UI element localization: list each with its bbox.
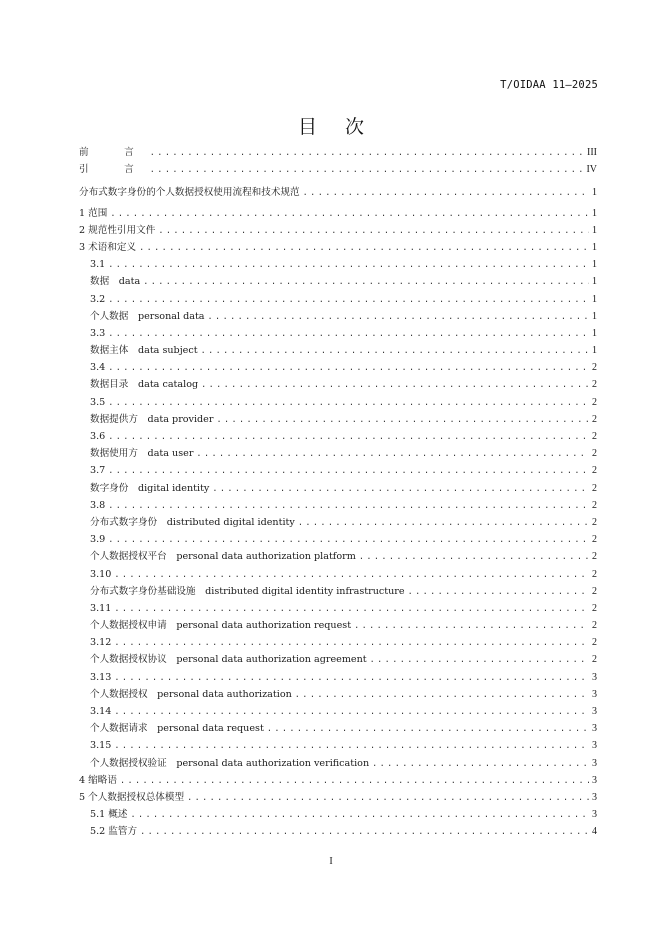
toc-label: 前 言 — [79, 147, 147, 158]
toc-label: 数据使用方 data user — [90, 448, 194, 460]
toc-label: 2 规范性引用文件 — [79, 224, 156, 236]
toc-entry-3-15[interactable] — [79, 737, 597, 754]
toc-entry-3-11[interactable] — [79, 600, 597, 617]
toc-entry-data-provider[interactable] — [79, 411, 597, 428]
dot-leader — [216, 412, 589, 428]
dot-leader — [114, 567, 589, 583]
dot-leader — [108, 360, 589, 376]
toc-page: 2 — [592, 482, 597, 494]
toc-label: 数据主体 data subject — [90, 345, 198, 357]
toc-page: 1 — [592, 345, 597, 357]
toc-entry-terms-definitions[interactable] — [79, 239, 597, 256]
toc-page: IV — [586, 164, 597, 176]
toc-label: 分布式数字身份 distributed digital identity — [90, 516, 295, 528]
toc-page: 2 — [592, 585, 597, 597]
dot-leader — [114, 738, 589, 754]
toc-page: 2 — [592, 465, 597, 477]
toc-entry-3-13[interactable] — [79, 669, 597, 686]
toc-label: 个人数据授权验证 personal data authorization verification — [90, 757, 370, 769]
toc-entry-authorization-request[interactable] — [79, 617, 597, 634]
toc-entry-data-user[interactable] — [79, 445, 597, 462]
toc-label: 数据提供方 data provider — [90, 413, 214, 425]
document-code: T/OIDAA 11—2025 — [500, 79, 598, 91]
dot-leader — [298, 515, 589, 531]
page-number: I — [329, 856, 333, 867]
toc-label: 数据目录 data catalog — [90, 379, 199, 391]
dot-leader — [108, 429, 589, 445]
toc-page: 2 — [592, 396, 597, 408]
toc-page: 2 — [592, 516, 597, 528]
toc-page: 2 — [592, 499, 597, 511]
toc-page: 1 — [592, 207, 597, 219]
dot-leader — [201, 343, 589, 359]
toc-entry-data-subject[interactable] — [79, 342, 597, 359]
toc-page: 1 — [592, 327, 597, 339]
toc-label: 3.13 — [90, 671, 112, 683]
dot-leader — [114, 670, 589, 686]
toc-page: 2 — [592, 620, 597, 632]
toc-page: 2 — [592, 413, 597, 425]
dot-leader — [295, 687, 589, 703]
toc-entry-authorization-verification[interactable] — [79, 755, 597, 772]
toc-page: 4 — [592, 826, 597, 838]
dot-leader — [114, 704, 589, 720]
toc-label: 3.12 — [90, 637, 112, 649]
toc-page: 3 — [592, 688, 597, 700]
dot-leader — [114, 601, 589, 617]
toc-label: 3.2 — [90, 293, 106, 305]
toc-entry-3-5[interactable] — [79, 394, 597, 411]
toc-label: 3.9 — [90, 534, 106, 546]
toc-entry-personal-data[interactable] — [79, 308, 597, 325]
toc-label: 5.2 监管方 — [90, 826, 138, 838]
dot-leader — [108, 292, 589, 308]
dot-leader — [150, 145, 584, 161]
toc-entry-personal-data-authorization[interactable] — [79, 686, 597, 703]
toc-entry-3-8[interactable] — [79, 497, 597, 514]
toc-page: 2 — [592, 362, 597, 374]
dot-leader — [201, 377, 589, 393]
toc-entry-3-9[interactable] — [79, 531, 597, 548]
dot-leader — [143, 274, 589, 290]
dot-leader — [108, 532, 589, 548]
dot-leader — [196, 446, 589, 462]
toc-label: 分布式数字身份的个人数据授权使用流程和技术规范 — [79, 187, 300, 199]
toc-entry-normative-references[interactable] — [79, 222, 597, 239]
toc-page: 2 — [592, 448, 597, 460]
toc-page: 1 — [592, 224, 597, 236]
toc-page: 1 — [592, 187, 597, 199]
toc-page: 3 — [592, 757, 597, 769]
toc-label: 个人数据授权平台 personal data authorization platform — [90, 551, 356, 563]
page-title: 目次 — [297, 116, 392, 138]
toc-label: 3.15 — [90, 740, 112, 752]
toc-label: 个人数据授权申请 personal data authorization request — [90, 620, 352, 632]
toc-page: 1 — [592, 293, 597, 305]
toc-label: 分布式数字身份基础设施 distributed digital identity infrastructure — [90, 585, 405, 597]
toc-page: 2 — [592, 568, 597, 580]
toc-entry-3-10[interactable] — [79, 566, 597, 583]
dot-leader — [140, 824, 589, 840]
dot-leader — [108, 326, 589, 342]
toc-label: 3 术语和定义 — [79, 241, 137, 253]
toc-page: III — [587, 147, 597, 158]
dot-leader — [158, 223, 589, 239]
toc-label: 3.5 — [90, 396, 106, 408]
toc-page: 1 — [592, 241, 597, 253]
toc-entry-3-7[interactable] — [79, 462, 597, 479]
toc-page: 2 — [592, 534, 597, 546]
toc-page: 3 — [592, 740, 597, 752]
toc-entry-distributed-digital-identity[interactable] — [79, 514, 597, 531]
dot-leader — [108, 463, 589, 479]
toc-label: 3.4 — [90, 362, 106, 374]
toc-entry-digital-identity[interactable] — [79, 480, 597, 497]
dot-leader — [150, 162, 584, 178]
toc-entry-authorization-platform[interactable] — [79, 548, 597, 565]
table-of-contents — [79, 144, 597, 841]
dot-leader — [108, 257, 589, 273]
toc-page: 2 — [592, 431, 597, 442]
toc-page: 3 — [592, 809, 597, 821]
toc-entry-authorization-agreement[interactable] — [79, 651, 597, 668]
dot-leader — [110, 206, 589, 222]
toc-entry-introduction[interactable] — [79, 161, 597, 178]
toc-label: 个人数据授权 personal data authorization — [90, 688, 292, 700]
dot-leader — [212, 481, 589, 497]
dot-leader — [354, 618, 589, 634]
toc-page: 1 — [592, 259, 597, 271]
toc-label: 4 缩略语 — [79, 774, 117, 786]
toc-entry-regulator[interactable] — [79, 823, 597, 840]
toc-entry-data-catalog[interactable] — [79, 376, 597, 393]
toc-entry-data[interactable] — [79, 273, 597, 290]
toc-label: 5.1 概述 — [90, 809, 128, 821]
toc-label: 个人数据 personal data — [90, 310, 205, 322]
toc-page: 3 — [592, 706, 597, 717]
toc-label: 个人数据请求 personal data request — [90, 723, 264, 735]
toc-page: 3 — [592, 723, 597, 735]
toc-entry-3-4[interactable] — [79, 359, 597, 376]
dot-leader — [139, 240, 589, 256]
toc-entry-3-3[interactable] — [79, 325, 597, 342]
toc-page: 1 — [592, 310, 597, 322]
toc-entry-identity-infrastructure[interactable] — [79, 583, 597, 600]
toc-page: 1 — [592, 276, 597, 288]
toc-entry-3-14[interactable] — [79, 703, 597, 720]
toc-label: 数据 data — [90, 276, 141, 288]
toc-label: 1 范围 — [79, 207, 108, 219]
dot-leader — [303, 185, 589, 201]
toc-entry-personal-data-request[interactable] — [79, 720, 597, 737]
toc-entry-3-6[interactable] — [79, 428, 597, 445]
toc-label: 个人数据授权协议 personal data authorization agreement — [90, 654, 367, 666]
dot-leader — [408, 584, 589, 600]
toc-label: 3.11 — [90, 602, 112, 614]
toc-page: 2 — [592, 637, 597, 649]
toc-label: 3.1 — [90, 259, 106, 271]
dot-leader — [372, 756, 589, 772]
dot-leader — [108, 498, 589, 514]
toc-entry-document-title[interactable] — [79, 184, 597, 201]
toc-page: 3 — [592, 671, 597, 683]
toc-entry-3-12[interactable] — [79, 634, 597, 651]
toc-label: 3.14 — [90, 706, 112, 717]
toc-page: 2 — [592, 602, 597, 614]
dot-leader — [120, 773, 589, 789]
toc-entry-3-2[interactable] — [79, 291, 597, 308]
toc-page: 3 — [592, 774, 597, 786]
toc-label: 5 个人数据授权总体模型 — [79, 791, 185, 803]
toc-page: 3 — [592, 791, 597, 803]
toc-entry-abbreviations[interactable] — [79, 772, 597, 789]
toc-page: 2 — [592, 654, 597, 666]
toc-entry-overview[interactable] — [79, 806, 597, 823]
toc-label: 数字身份 digital identity — [90, 482, 210, 494]
dot-leader — [114, 635, 589, 651]
dot-leader — [131, 807, 590, 823]
toc-label: 3.10 — [90, 568, 112, 580]
toc-label: 3.7 — [90, 465, 106, 477]
toc-entry-foreword[interactable] — [79, 144, 597, 161]
dot-leader — [108, 395, 589, 411]
toc-label: 3.6 — [90, 431, 106, 442]
dot-leader — [370, 652, 589, 668]
toc-page: 2 — [592, 551, 597, 563]
toc-label: 3.3 — [90, 327, 106, 339]
dot-leader — [187, 790, 589, 806]
toc-entry-scope[interactable] — [79, 205, 597, 222]
dot-leader — [359, 549, 589, 565]
toc-label: 引 言 — [79, 164, 147, 176]
toc-page: 2 — [592, 379, 597, 391]
dot-leader — [267, 721, 589, 737]
toc-label: 3.8 — [90, 499, 106, 511]
dot-leader — [208, 309, 589, 325]
toc-entry-3-1[interactable] — [79, 256, 597, 273]
toc-entry-overall-model[interactable] — [79, 789, 597, 806]
